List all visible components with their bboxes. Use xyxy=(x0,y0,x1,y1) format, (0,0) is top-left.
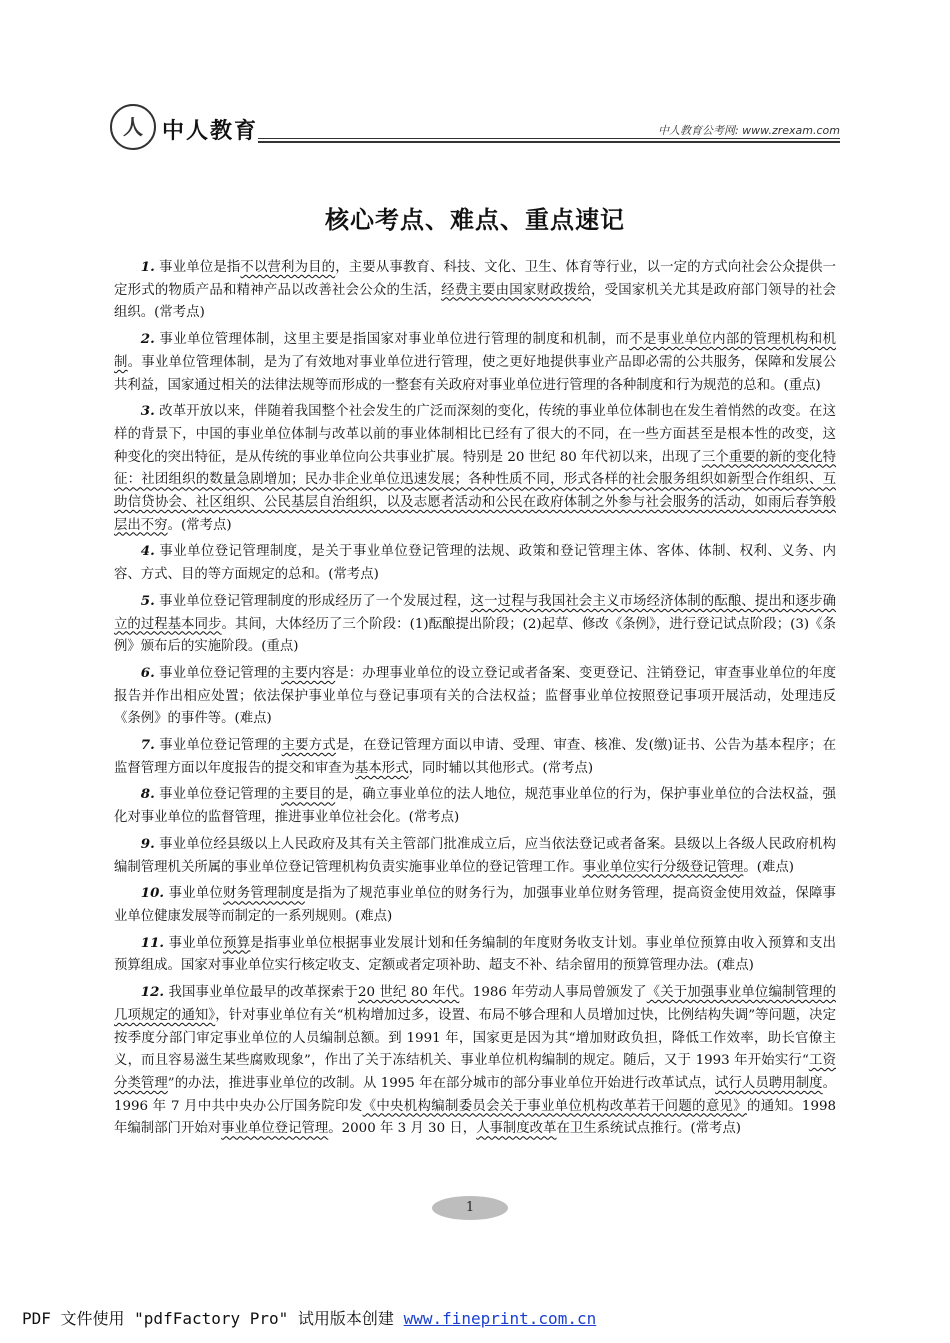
paragraph-text: ，同时辅以其他形式。(常考点) xyxy=(408,760,594,776)
underlined-keyword: 人事制度改革 xyxy=(476,1121,557,1137)
paragraph-text: 。(常考点) xyxy=(167,517,232,533)
item-number: 2. xyxy=(140,331,155,348)
key-point-paragraph xyxy=(114,833,836,879)
paragraph-text: 。1986 年劳动人事局曾颁发了 xyxy=(459,985,647,1001)
underlined-keyword: 经费主要由国家财政拨给 xyxy=(441,282,591,298)
paragraph-text: 事业单位管理体制，这里主要是指国家对事业单位进行管理的制度和机制，而 xyxy=(154,332,630,348)
item-number: 9. xyxy=(140,835,155,852)
key-point-paragraph xyxy=(114,328,836,397)
article-body xyxy=(114,256,836,1144)
key-point-paragraph xyxy=(114,540,836,586)
key-point-paragraph xyxy=(114,400,836,537)
pdf-footer xyxy=(22,1306,596,1329)
key-point-paragraph xyxy=(114,256,836,325)
paragraph-text: ，主要从事教育、科技、文化、卫生、体育等行业，以一定的方式向社会公众提供一定形式的物质产品和精神产品以改善社会公众的生活， xyxy=(114,260,836,298)
underlined-keyword: 三个重要的新的变化特征：社团组织的数量急剧增加；民办非企业单位迅速发展；各种性质不同，形式各样的社会服务组织如新型合作组织、互助信贷协会、社区组织、公民基层自治组织，以及志愿者活动和公民在政府体制之外参与社会服务的活动，如雨后春笋般层出不穷 xyxy=(114,449,836,533)
key-point-paragraph xyxy=(114,882,836,928)
key-point-paragraph xyxy=(114,783,836,829)
item-number: 11. xyxy=(140,934,165,951)
key-point-paragraph xyxy=(114,590,836,659)
footer-link[interactable]: www.fineprint.com.cn xyxy=(403,1309,597,1328)
underlined-keyword: 事业单位实行分级登记管理 xyxy=(582,859,744,875)
item-number: 4. xyxy=(140,543,155,560)
item-number: 1. xyxy=(140,259,155,275)
underlined-keyword: 预算 xyxy=(223,935,251,951)
paragraph-text: 事业单位登记管理的 xyxy=(154,665,282,681)
page-header xyxy=(110,104,840,154)
underlined-keyword: 主要目的 xyxy=(281,787,336,803)
paragraph-text: 。事业单位管理体制，是为了有效地对事业单位进行管理，使之更好地提供事业产品即必需的公共服务，保障和发展公共利益，国家通过相关的法律法规等而形成的一整套有关政府对事业单位进行管理的各种制度和行为规范的总和。(重点) xyxy=(114,354,837,393)
underlined-keyword: 20 世纪 80 年代 xyxy=(357,985,460,1001)
paragraph-text: 事业单位 xyxy=(164,935,224,951)
item-number: 10. xyxy=(140,885,165,902)
paragraph-text: 改革开放以来，伴随着我国整个社会发生的广泛而深刻的变化，传统的事业单位体制也在发生着悄然的改变。在这样的背景下，中国的事业单位体制与改革以前的事业体制相比已经有了很大的不同，在一些方面甚至是根本性的改变，这种变化的突出特征，是从传统的事业单位向公共事业扩展。特别是 20 世纪 80 年代初以来，出现了 xyxy=(114,404,836,465)
paragraph-text: 我国事业单位最早的改革探索于 xyxy=(164,985,358,1001)
paragraph-text: 事业单位登记管理的 xyxy=(154,738,282,754)
key-point-paragraph xyxy=(114,932,836,978)
paragraph-text: 是，确立事业单位的法人地位，规范事业单位的行为，保护事业单位的合法权益，强化对事业单位的监督管理，推进事业单位社会化。(常考点) xyxy=(114,787,836,826)
underlined-keyword: 不是事业单位内部的管理机构和机制 xyxy=(114,332,836,370)
key-point-paragraph xyxy=(114,734,836,780)
paragraph-text: 。2000 年 3 月 30 日， xyxy=(328,1121,477,1137)
item-number: 3. xyxy=(140,403,155,420)
item-number: 6. xyxy=(140,664,155,681)
paragraph-text: 事业单位登记管理制度，是关于事业单位登记管理的法规、政策和登记管理主体、客体、体制、权利、义务、内容、方式、目的等方面规定的总和。(常考点) xyxy=(114,544,836,583)
paragraph-text: 事业单位 xyxy=(164,886,224,902)
paragraph-text: ”的办法，推进事业单位的改制。从 1995 年在部分城市的部分事业单位开始进行改革试点， xyxy=(167,1075,716,1091)
underlined-keyword: 《关于加强事业单位编制管理的几项规定的通知》 xyxy=(114,985,836,1023)
paragraph-text: 在卫生系统试点推行。(常考点) xyxy=(556,1121,741,1137)
paragraph-text: ，针对事业单位有关“机构增加过多，设置、布局不够合理和人员增加过快，比例结构失调”等问题，决定按季度分部门审定事业单位的人员编制总额。到 1991 年，国家更是因为其“增加财政负担，降低工作效率，助长官僚主义，而且容易滋生某些腐败现象”，作出了关于冻结机关、事业单位机构编制的规定。随后，又于 1993 年开始实行“ xyxy=(114,1007,836,1069)
underlined-keyword: 事业单位登记管理 xyxy=(221,1121,329,1137)
paragraph-text: 是指为了规范事业单位的财务行为，加强事业单位财务管理，提高资金使用效益，保障事业单位健康发展等而制定的一系列规则。(难点) xyxy=(114,886,837,924)
underlined-keyword: 基本形式 xyxy=(355,760,409,776)
paragraph-text: 。1996 年 7 月中共中央办公厅国务院印发 xyxy=(114,1075,836,1114)
page-title: 核心考点、难点、重点速记 xyxy=(325,206,625,234)
paragraph-text: 是指事业单位根据事业发展计划和任务编制的年度财务收支计划。事业单位预算由收入预算和支出预算组成。国家对事业单位实行核定收支、定额或者定项补助、超支不补、结余留用的预算管理办法。(难点) xyxy=(114,935,837,974)
item-number: 5. xyxy=(140,592,155,609)
paragraph-text: 是，在登记管理方面以申请、受理、审查、核准、发(缴)证书、公告为基本程序；在监督管理方面以年度报告的提交和审查为 xyxy=(114,738,836,776)
paragraph-text: 。(难点) xyxy=(743,859,794,875)
header-url: 中人教育公考网: www.zrexam.com xyxy=(657,124,840,137)
paragraph-text: 是：办理事业单位的设立登记或者备案、变更登记、注销登记，审查事业单位的年度报告并作出相应处置；依法保护事业单位与登记事项有关的合法权益；监督事业单位按照登记事项开展活动，处理违反《条例》的事件等。(难点) xyxy=(114,665,836,727)
underlined-keyword: 《中央机构编制委员会关于事业单位机构改革若干问题的意见》 xyxy=(362,1098,748,1114)
paragraph-text: 事业单位登记管理制度的形成经历了一个发展过程， xyxy=(154,593,471,609)
logo-seal-icon: 人 xyxy=(110,104,156,150)
key-point-paragraph xyxy=(114,662,836,731)
item-number: 12. xyxy=(140,984,165,1001)
paragraph-text: 事业单位经县级以上人民政府及其有关主管部门批准成立后，应当依法登记或者备案。县级以上各级人民政府机构编制管理机关所属的事业单位登记管理机构负责实施事业单位的登记管理工作。 xyxy=(114,836,836,875)
underlined-keyword: 这一过程与我国社会主义市场经济体制的酝酿、提出和逐步确立的过程基本同步 xyxy=(114,593,836,632)
paragraph-text: ，受国家机关尤其是政府部门领导的社会组织。(常考点) xyxy=(114,282,837,321)
paragraph-text: 事业单位是指 xyxy=(154,260,241,275)
underlined-keyword: 主要内容 xyxy=(281,665,336,681)
underlined-keyword: 工资分类管理 xyxy=(114,1053,837,1091)
footer-text: PDF 文件使用 "pdfFactory Pro" 试用版本创建 xyxy=(22,1309,404,1328)
page-number: 1 xyxy=(432,1196,508,1220)
paragraph-text: 。其间，大体经历了三个阶段：(1)酝酿提出阶段；(2)起草、修改《条例》，进行登记试点阶段；(3)《条例》颁布后的实施阶段。(重点) xyxy=(114,616,837,655)
item-number: 8. xyxy=(140,786,155,803)
item-number: 7. xyxy=(140,737,155,754)
underlined-keyword: 主要方式 xyxy=(281,738,336,754)
paragraph-text: 的通知。1998 年编制部门开始对 xyxy=(114,1098,837,1137)
key-point-paragraph xyxy=(114,981,836,1141)
logo-text: 中人教育 xyxy=(162,119,259,144)
underlined-keyword: 财务管理制度 xyxy=(223,886,305,902)
header-rule xyxy=(258,138,840,143)
underlined-keyword: 不以营利为目的 xyxy=(240,260,336,275)
paragraph-text: 事业单位登记管理的 xyxy=(154,787,282,803)
underlined-keyword: 试行人员聘用制度 xyxy=(715,1075,823,1091)
